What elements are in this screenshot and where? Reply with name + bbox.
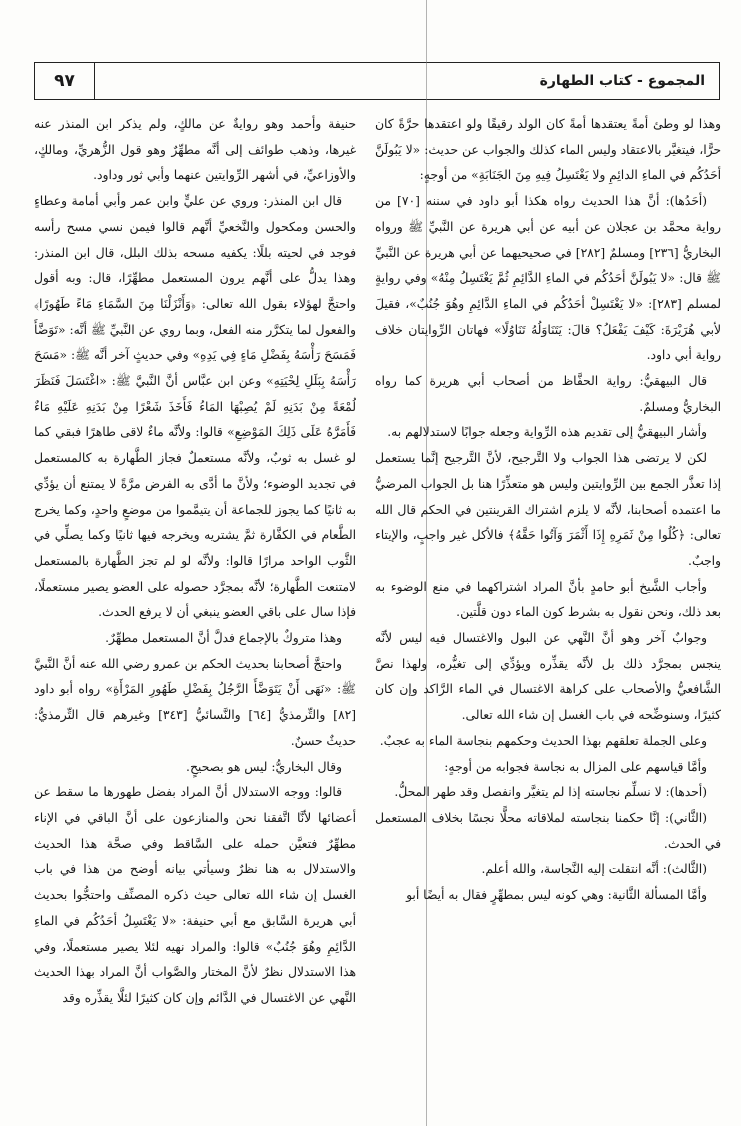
- running-title: المجموع - كتاب الطهارة: [539, 73, 705, 89]
- paragraph: (أحدها): لا نسلِّم نجاسته إذا لم يتغيَّر وانفصل وقد طهر المحلُّ.: [394, 785, 707, 800]
- paragraph: وأشار البيهقيُّ إلى تقديم هذه الرِّواية وجعله جوابًا لاستدلالهم به.: [387, 425, 707, 440]
- right-text-column: [375, 112, 721, 1112]
- paragraph: حنيفة وأحمد وهو روايةٌ عن مالكٍ، ولم يذكر ابن المنذر عنه غيرها، وذهب طوائف إلى أنَّه مطهِّرٌ وهو قول الزُّهريِّ، ومالكٍ، والأوزاعيِّ، في أشهر الرِّوايتين عنهما وأبي ثور وداود.: [34, 117, 356, 183]
- paragraph: وأجاب الشَّيخ أبو حامدٍ بأنَّ المراد اشتراكهما في منع الوضوء به بعد ذلك، ونحن نقول به بشرط كون الماء دون قلَّتين.: [375, 579, 721, 620]
- paragraph: وعلى الجملة تعلقهم بهذا الحديث وحكمهم بنجاسة الماء به عجبٌ.: [379, 733, 707, 748]
- paragraph: (الثَّالث): أنَّه انتقلت إليه النَّجاسة، والله أعلم.: [481, 862, 707, 877]
- paragraph: وهذا لو وطئ أمةً يعتقدها أمةً كان الولد رقيقًا ولو اعتقدها حرَّةً كان حرًّا، فيتغيَّر بالاعتقاد وليس الماء كذلك والجواب عن حديث: «لا يَبُولَنَّ أحَدُكُم في الماءِ الدائِمِ ولا يَغْتَسِلُ فِيهِ مِنَ الجَنَابَةِ» من أوجهٍ:: [375, 117, 721, 183]
- paragraph: لكن لا يرتضى هذا الجواب ولا التَّرجيح، لأنَّ التَّرجيح إنَّما يستعمل إذا تعذَّر الجمع بين الرِّوايتين وليس هو متعذِّرًا هنا بل الجواب المرضيُّ ما اعتمده أصحابنا، لأنَّه لا يلزم اشتراك القرينتين في الحكم قال الله تعالى: ﴿كُلُوا مِنْ ثَمَرِهِ إِذَا أَثْمَرَ وَآتُوا حَقَّهُ﴾ فالأكل غير واجبٍ، والإيتاء واجبٌ.: [375, 451, 721, 568]
- paragraph: وقال البخاريُّ: ليس هو بصحيحٍ.: [186, 759, 342, 774]
- paragraph: وأمَّا المسألة الثَّانية: وهي كونه ليس بمطهِّرٍ فقال به أيضًا أبو: [406, 888, 707, 903]
- page-number: ٩٧: [35, 63, 95, 99]
- paragraph: قال البيهقيُّ: رواية الحفَّاظ من أصحاب أبي هريرة كما رواه البخاريُّ ومسلمٌ.: [375, 374, 721, 414]
- running-header: [34, 62, 720, 100]
- paragraph: (أحَدُها): أنَّ هذا الحديث رواه هكذا أبو داود في سننه [٧٠] من رواية محمَّد بن عجلان عن أبيه عن أبي هريرة عن النَّبيِّ ﷺ ورواه البخاريُّ [٢٣٦] ومسلمٌ [٢٨٢] في صحيحيهما عن أبي هريرة عن النَّبيِّ ﷺ قال: «لا يَبُولَنَّ أحَدُكُم في الماءِ الدَّائِمِ ثُمَّ يَغْتَسِلُ مِنْهُ» وفي روايةٍ لمسلم [٢٨٣]: «لا يَغْتَسِلْ أحَدُكُم في الماءِ الدَّائِمِ وهُوَ جُنُبٌ»، فقيلَ لأبي هُرَيْرَةَ: كَيْفَ يَفْعَلُ؟ قالَ: يَتَنَاوَلُهُ تَنَاوُلًا» فهاتان الرِّوايتان خلاف رواية أبي داود.: [375, 194, 721, 363]
- paragraph: وهذا متروكٌ بالإجماع فدلَّ أنَّ المستعمل مطهِّرٌ.: [105, 631, 342, 646]
- paragraph: واحتجَّ أصحابنا بحديث الحكم بن عمرو رضي الله عنه أنَّ النَّبيَّ ﷺ: «نَهَى أَنْ يَتَوَضَّأَ الرَّجُلُ بِفَضْلِ طَهُورِ المَرْأَةِ» رواه أبو داود [٨٢] والتِّرمذيُّ [٦٤] والنَّسائيُّ [٣٤٣] وغيرهم قال التِّرمذيُّ: حديثٌ حسنٌ.: [34, 656, 356, 748]
- paragraph: قال ابن المنذر: وروي عن عليٍّ وابن عمر وأبي أمامة وعطاءٍ والحسن ومكحول والنَّخعيِّ أنَّهم قالوا فيمن نسي مسح رأسه فوجد في لحيته بللًا: يكفيه مسحه بذلك البلل، قال ابن المنذر: وهذا يدلُّ على أنَّهم يرون المستعمل مطهِّرًا، قال: وبه أقول واحتجَّ لهؤلاء بقول الله تعالى: ﴿وَأَنْزَلْنَا مِنَ السَّمَاءِ مَاءً طَهُورًا﴾ والفعول لما يتكرَّر منه الفعل، وبما روي عن النَّبيِّ ﷺ أنَّه: «تَوَضَّأَ فَمَسَحَ رَأْسَهُ بِفَضْلِ مَاءٍ فِي يَدِهِ» وفي حديثٍ آخر أنَّه ﷺ: «مَسَحَ رَأْسَهُ بِبَلَلِ لِحْيَتِهِ» وعن ابن عبَّاس أنَّ النَّبيَّ ﷺ: «اغْتَسَلَ فَنَظَرَ لُمْعَةً مِنْ بَدَنِهِ لَمْ يُصِبْهَا المَاءُ فَأَخَذَ شَعْرًا مِنْ بَدَنِهِ عَلَيْهِ مَاءٌ فَأَمَرَّهُ عَلَى ذَلِكَ المَوْضِعِ» قالوا: ولأنَّه ماءٌ لاقى طاهرًا فبقي كما لو غسل به ثوبٌ، ولأنَّه مستعملٌ فجاز الطَّهارة به كالمستعمل في تجديد الوضوء؛ ولأنَّ ما أدَّى به الفرض مرَّةً لا يمتنع أن يؤدِّي به ثانيًا كما يجوز للجماعة أن يتيمَّموا من موضعٍ واحدٍ، وكما يخرج الطَّعام في الكفَّارة ثمَّ يشتريه ويخرجه فيها ثانيًا وكما يصلِّي في الثَّوب الواحد مرارًا قالوا: ولأنَّه لو لم تجز الطَّهارة بالمستعمل لامتنعت الطَّهارة؛ لأنَّه بمجرَّد حصوله على العضو يصير مستعملًا، فإذا سال على باقي العضو ينبغي أن لا يرفع الحدث.: [34, 194, 356, 620]
- paragraph: (الثَّاني): إنَّا حكمنا بنجاسته لملاقاته محلًّا نجسًا بخلاف المستعمل في الحدث.: [375, 810, 721, 851]
- paragraph: وأمَّا قياسهم على المزال به نجاسة فجوابه من أوجهٍ:: [444, 759, 707, 774]
- paragraph: قالوا: ووجه الاستدلال أنَّ المراد بفضل طهورها ما سقط عن أعضائها لأنَّا اتَّفقنا نحن والمنازعون على أنَّ الباقي في الإناء مطهِّرٌ فتعيَّن حمله على السَّاقط وفي صحَّة هذا الحديث والاستدلال به هنا نظرٌ وسيأتي بيانه أوضح من هذا في باب الغسل إن شاء الله تعالى حيث ذكره المصنِّف واحتجُّوا بحديث أبي هريرة السَّابق مع أبي حنيفة: «لا يَغْتَسِلُ أحَدُكُم في الماءِ الدَّائِمِ وهُوَ جُنُبٌ» قالوا: والمراد نهيه لئلا يصير مستعملًا، وفي هذا الاستدلال نظرٌ لأنَّ المختار والصَّواب أنَّ المراد بهذا الحديث النَّهي عن الاغتسال في الدَّائم وإن كان كثيرًا لئلَّا يقذِّره وقد: [34, 785, 356, 1005]
- paragraph: وجوابٌ آخر وهو أنَّ النَّهي عن البول والاغتسال فيه ليس لأنَّه ينجس بمجرَّد ذلك بل لأنَّه يقذِّره ويؤدِّي إلى تغيُّره، ولهذا نصَّ الشَّافعيُّ والأصحاب على كراهة الاغتسال في الماء الرَّاكد وإن كان كثيرًا، وسنوضِّحه في باب الغسل إن شاء الله تعالى.: [375, 631, 721, 723]
- left-text-column: [34, 112, 356, 1112]
